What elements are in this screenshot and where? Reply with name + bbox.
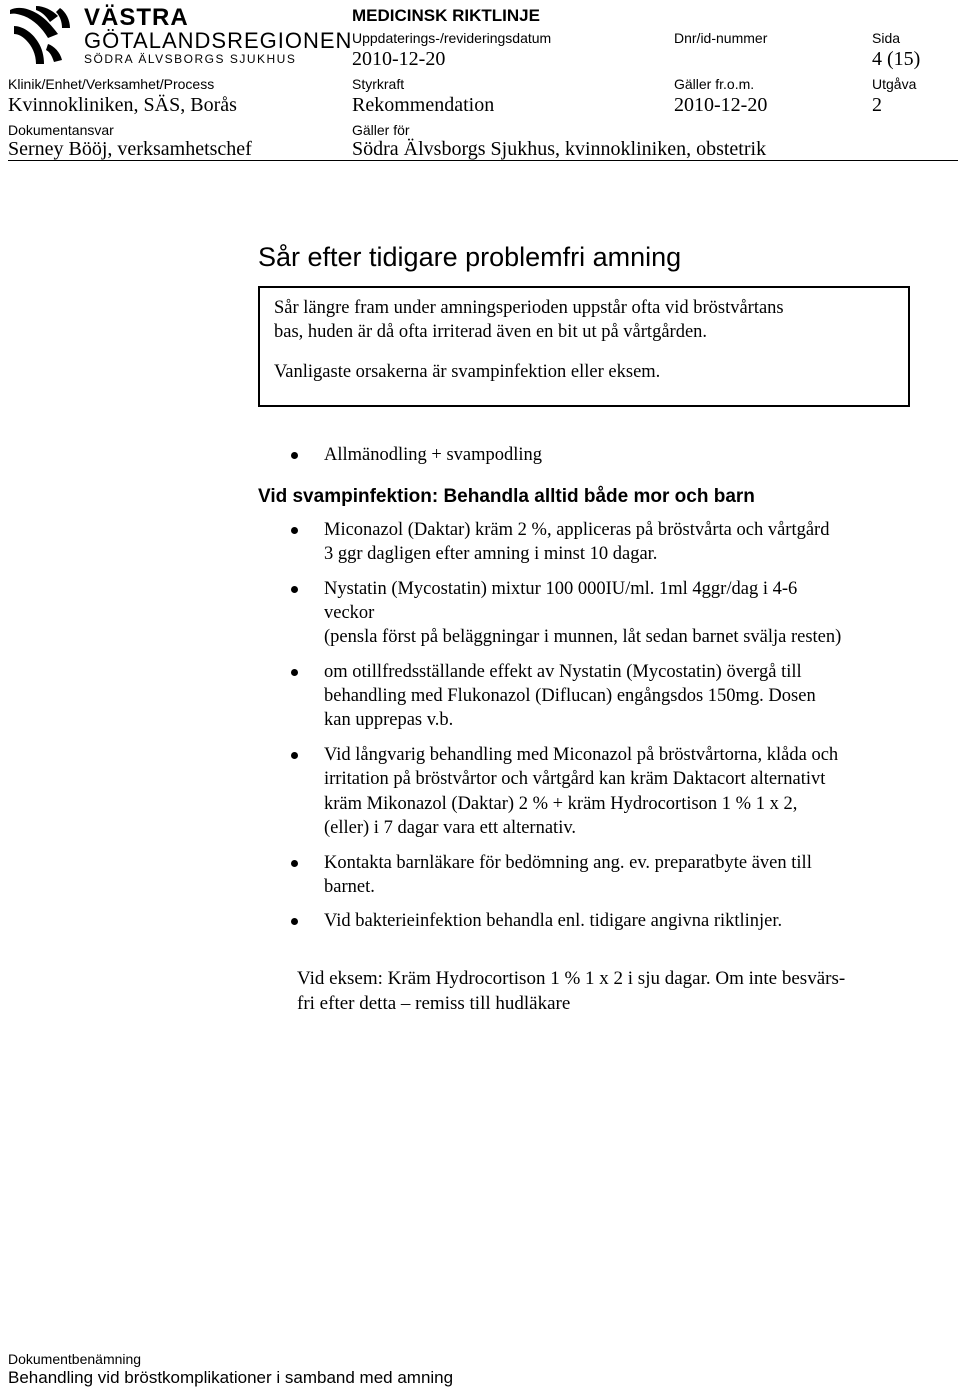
update-date-value: 2010-12-20 [352,48,446,70]
list-item-line: (pensla först på beläggningar i munnen, låt sedan barnet svälja resten) [324,627,842,647]
applies-to-value: Södra Älvsborgs Sjukhus, kvinnokliniken, obstetrik [352,138,767,160]
bullet-icon [291,860,298,867]
bullet-icon [291,586,298,593]
strength-label: Styrkraft [352,76,405,92]
header-divider [8,160,958,161]
list-item-text: Allmänodling + svampodling [324,445,543,465]
applies-to-label: Gäller för [352,122,410,138]
unit-label: Klinik/Enhet/Verksamhet/Process [8,76,215,92]
page-value: 4 (15) [872,48,921,70]
list-item-line: 3 ggr dagligen efter amning i minst 10 dagar. [324,544,658,564]
list-item-line: Kontakta barnläkare för bedömning ang. ev. preparatbyte även till [324,853,812,873]
list-item-line: om otillfredsställande effekt av Nystatin (Mycostatin) övergå till [324,662,802,682]
bullet-icon [291,752,298,759]
document-name-value: Behandling vid bröstkomplikationer i samband med amning [8,1368,454,1387]
list-item-line: Vid bakterieinfektion behandla enl. tidigare angivna riktlinjer. [324,911,783,931]
logo-line-2: GÖTALANDSREGIONEN [84,28,353,53]
info-box-line: bas, huden är då ofta irriterad även en bit ut på vårtgården. [274,322,708,342]
edition-label: Utgåva [872,76,917,92]
document-name-label: Dokumentbenämning [8,1351,142,1367]
list-item-line: Nystatin (Mycostatin) mixtur 100 000IU/ml. 1ml 4ggr/dag i 4-6 [324,579,798,599]
bullet-icon [291,918,298,925]
list-item-line: (eller) i 7 dagar vara ett alternativ. [324,818,577,838]
list-item-line: kräm Mikonazol (Daktar) 2 % + kräm Hydrocortison 1 % 1 x 2, [324,794,798,814]
list-item-line: veckor [324,603,375,623]
info-box [258,286,910,407]
dnr-label: Dnr/id-nummer [674,30,768,46]
info-box-line: Sår längre fram under amningsperioden uppstår ofta vid bröstvårtans [274,298,784,318]
list-item-line: barnet. [324,877,375,897]
eksem-line: fri efter detta – remiss till hudläkare [297,993,571,1014]
section-title: Sår efter tidigare problemfri amning [258,242,682,272]
subheading: Vid svampinfektion: Behandla alltid både mor och barn [258,486,755,507]
edition-value: 2 [872,94,882,116]
responsible-label: Dokumentansvar [8,122,114,138]
valid-from-label: Gäller fr.o.m. [674,76,755,92]
strength-value: Rekommendation [352,94,495,116]
region-logo-icon [8,4,72,66]
update-date-label: Uppdaterings-/revideringsdatum [352,30,552,46]
bullet-icon [291,669,298,676]
valid-from-value: 2010-12-20 [674,94,768,116]
list-item-line: Miconazol (Daktar) kräm 2 %, appliceras på bröstvårta och vårtgård [324,520,830,540]
unit-value: Kvinnokliniken, SÄS, Borås [8,94,237,116]
logo-line-1: VÄSTRA [84,4,189,31]
bullet-icon [291,452,298,459]
document-type: MEDICINSK RIKTLINJE [352,6,540,25]
list-item-line: irritation på bröstvårtor och vårtgård kan kräm Daktacort alternativt [324,769,826,789]
list-item-line: kan upprepas v.b. [324,710,454,730]
bullet-icon [291,527,298,534]
list-item-line: behandling med Flukonazol (Diflucan) engångsdos 150mg. Dosen [324,686,816,706]
responsible-value: Serney Bööj, verksamhetschef [8,138,252,160]
info-box-line: Vanligaste orsakerna är svampinfektion eller eksem. [274,362,661,382]
logo-line-3: SÖDRA ÄLVSBORGS SJUKHUS [84,52,297,66]
list-item-line: Vid långvarig behandling med Miconazol på bröstvårtorna, klåda och [324,745,839,765]
eksem-line: Vid eksem: Kräm Hydrocortison 1 % 1 x 2 i sju dagar. Om inte besvärs- [297,968,846,989]
page-label: Sida [872,30,901,46]
